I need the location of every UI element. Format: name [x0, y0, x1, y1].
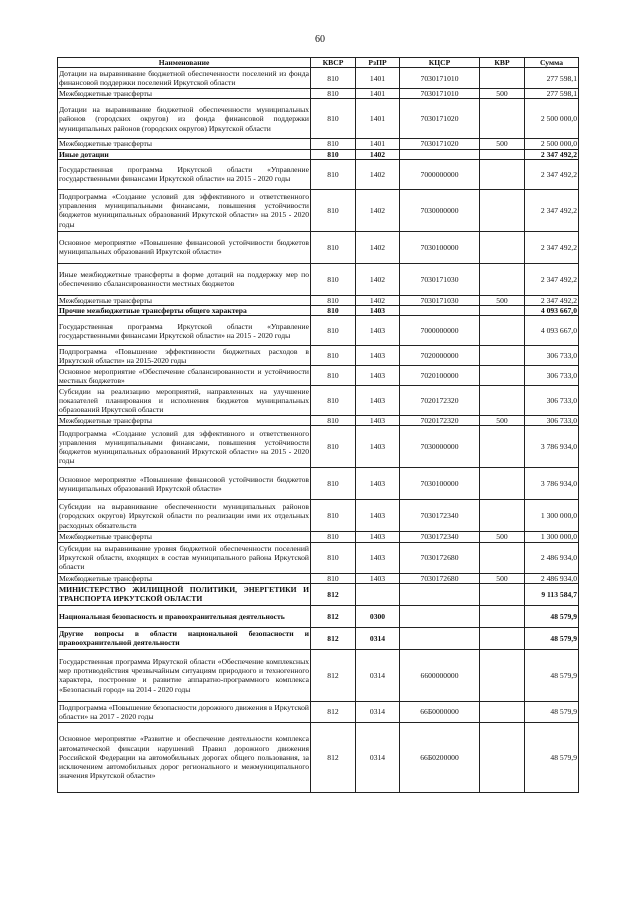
cell-sum: 2 347 492,2 — [525, 263, 579, 295]
cell-name: Субсидии на выравнивание обеспеченности муниципальных районов (городских округов) Иркутской области по реализации ими их отдельных расходных обязательств — [58, 500, 311, 532]
cell-name: Подпрограмма «Создание условий для эффективного и ответственного управления муниципальными финансами, повышения устойчивости бюджетов муниципальных образований Иркутской области» на 2015 - 2020 годы — [58, 426, 311, 468]
cell-name: Дотации на выравнивание бюджетной обеспеченности муниципальных районов (городских округов) из фонда финансовой поддержки муниципальных районов (городских округов) Иркутской области — [58, 99, 311, 139]
cell-name: Иные дотации — [58, 149, 311, 159]
cell-rzpr: 1402 — [356, 263, 400, 295]
cell-kvr — [480, 627, 525, 649]
table-row — [58, 468, 579, 500]
table-row — [58, 306, 579, 316]
cell-kcsr: 7030171020 — [400, 139, 480, 149]
table-header-row — [58, 58, 579, 68]
cell-sum: 1 300 000,0 — [525, 500, 579, 532]
cell-kvsr: 810 — [311, 416, 356, 426]
table-row — [58, 316, 579, 346]
cell-kcsr — [400, 605, 480, 627]
cell-kcsr: 66Б0200000 — [400, 722, 480, 792]
cell-kvsr: 812 — [311, 722, 356, 792]
cell-sum: 48 579,9 — [525, 649, 579, 701]
cell-kcsr: 7030100000 — [400, 468, 480, 500]
table-row — [58, 366, 579, 386]
cell-kvsr: 810 — [311, 532, 356, 542]
cell-name: Подпрограмма «Повышение эффективности бюджетных расходов в Иркутской области» на 2015-2020 годы — [59, 346, 309, 365]
cell-kvsr: 812 — [311, 627, 356, 649]
cell-rzpr: 1403 — [356, 542, 400, 573]
cell-rzpr: 0314 — [356, 722, 400, 792]
cell-rzpr: 1401 — [356, 139, 400, 149]
cell-rzpr: 1403 — [356, 346, 400, 366]
table-row — [58, 532, 579, 542]
cell-kvsr: 812 — [311, 583, 356, 605]
cell-name: Межбюджетные трансферты — [58, 89, 311, 99]
cell-name: Подпрограмма «Создание условий для эффективного и ответственного управления муниципальными финансами, повышения устойчивости бюджетов муниципальных образований Иркутской области» на 2015 - 2020 годы — [58, 189, 311, 231]
cell-rzpr: 1403 — [356, 366, 400, 386]
cell-rzpr: 1403 — [356, 306, 400, 316]
cell-kvsr: 810 — [311, 386, 356, 416]
cell-kvr — [480, 316, 525, 346]
cell-kvsr: 810 — [311, 542, 356, 573]
cell-name: Основное мероприятие «Повышение финансовой устойчивости бюджетов муниципальных образований Иркутской области» — [58, 231, 311, 263]
cell-rzpr: 1401 — [356, 89, 400, 99]
table-row — [58, 649, 579, 701]
cell-sum: 306 733,0 — [525, 386, 579, 416]
cell-kcsr: 7020172320 — [400, 386, 480, 416]
cell-rzpr: 0300 — [356, 605, 400, 627]
cell-kvr: 500 — [480, 295, 525, 305]
cell-kvsr: 812 — [311, 701, 356, 722]
cell-name: Подпрограмма «Повышение безопасности дорожного движения в Иркутской области» на 2017 - 2020 годы — [59, 702, 309, 721]
cell-sum: 48 579,9 — [525, 701, 579, 722]
cell-kvr — [480, 583, 525, 605]
cell-name: Национальная безопасность и правоохранительная деятельность — [58, 605, 311, 627]
cell-rzpr: 1403 — [356, 468, 400, 500]
budget-table — [57, 57, 579, 793]
cell-rzpr: 1401 — [356, 68, 400, 89]
cell-name: Межбюджетные трансферты — [58, 416, 311, 426]
cell-rzpr: 0314 — [356, 701, 400, 722]
table-row — [58, 99, 579, 139]
cell-sum: 2 500 000,0 — [525, 139, 579, 149]
cell-name: МИНИСТЕРСТВО ЖИЛИЩНОЙ ПОЛИТИКИ, ЭНЕРГЕТИКИ И ТРАНСПОРТА ИРКУТСКОЙ ОБЛАСТИ — [59, 585, 309, 604]
cell-name: Другие вопросы в области национальной безопасности и правоохранительной деятельности — [59, 629, 309, 648]
cell-name: Основное мероприятие «Обеспечение сбалансированности и устойчивости местных бюджетов» — [59, 366, 309, 385]
cell-kvsr: 810 — [311, 346, 356, 366]
cell-name: Государственная программа Иркутской области «Управление государственными финансами Иркутской области» на 2015 - 2020 годы — [58, 159, 311, 189]
cell-sum: 2 347 492,2 — [525, 149, 579, 159]
table-row — [58, 231, 579, 263]
cell-kcsr: 7030171030 — [400, 263, 480, 295]
table-row — [58, 701, 579, 722]
table-row — [58, 573, 579, 583]
cell-kcsr: 7030171020 — [400, 99, 480, 139]
cell-rzpr: 1403 — [356, 532, 400, 542]
cell-kcsr — [400, 149, 480, 159]
cell-rzpr: 0314 — [356, 649, 400, 701]
table-row — [58, 346, 579, 366]
cell-kcsr: 7000000000 — [400, 316, 480, 346]
cell-rzpr: 1402 — [356, 159, 400, 189]
cell-rzpr — [356, 583, 400, 605]
cell-kcsr: 7030172680 — [400, 573, 480, 583]
cell-kvr — [480, 306, 525, 316]
cell-sum: 48 579,9 — [525, 627, 579, 649]
cell-kcsr — [400, 306, 480, 316]
cell-rzpr: 1402 — [356, 295, 400, 305]
cell-rzpr: 1402 — [356, 149, 400, 159]
cell-sum: 3 786 934,0 — [525, 468, 579, 500]
cell-rzpr: 1402 — [356, 189, 400, 231]
table-row — [58, 386, 579, 416]
cell-kvr — [480, 468, 525, 500]
cell-name: Межбюджетные трансферты — [58, 139, 311, 149]
table-row — [58, 189, 579, 231]
cell-kcsr: 7030172340 — [400, 500, 480, 532]
cell-kvr — [480, 542, 525, 573]
cell-kvsr: 810 — [311, 316, 356, 346]
cell-kcsr: 7030171030 — [400, 295, 480, 305]
cell-rzpr: 1402 — [356, 231, 400, 263]
cell-kcsr: 7030172680 — [400, 542, 480, 573]
table-row — [58, 542, 579, 573]
cell-kvr — [480, 189, 525, 231]
cell-kvsr: 810 — [311, 149, 356, 159]
cell-kcsr: 7030000000 — [400, 189, 480, 231]
table-row — [58, 89, 579, 99]
cell-sum: 277 598,1 — [525, 89, 579, 99]
table-row — [58, 426, 579, 468]
cell-kcsr — [400, 583, 480, 605]
cell-sum: 306 733,0 — [525, 366, 579, 386]
cell-kvsr: 810 — [311, 426, 356, 468]
cell-kvr — [480, 500, 525, 532]
header-name: Наименование — [58, 58, 311, 68]
cell-rzpr: 1401 — [356, 99, 400, 139]
cell-rzpr: 1403 — [356, 573, 400, 583]
cell-kvsr: 810 — [311, 263, 356, 295]
table-row — [58, 263, 579, 295]
page-number: 60 — [315, 34, 325, 45]
cell-kvr — [480, 149, 525, 159]
cell-name: Межбюджетные трансферты — [58, 573, 311, 583]
cell-sum: 277 598,1 — [525, 68, 579, 89]
cell-sum: 2 347 492,2 — [525, 295, 579, 305]
cell-sum: 2 347 492,2 — [525, 189, 579, 231]
cell-kvr — [480, 605, 525, 627]
table-row — [58, 722, 579, 792]
table-row — [58, 149, 579, 159]
cell-kvsr: 810 — [311, 306, 356, 316]
cell-rzpr: 1403 — [356, 426, 400, 468]
cell-sum: 306 733,0 — [525, 346, 579, 366]
cell-name: Государственная программа Иркутской области «Обеспечение комплексных мер противодействия чрезвычайным ситуациям природного и техногенного характера, построение и развитие аппаратно-программного комплекса «Безопасный город» на 2014 - 2020 годы — [58, 649, 311, 701]
table-body — [58, 68, 579, 793]
cell-sum: 2 486 934,0 — [525, 573, 579, 583]
cell-kcsr: 7020100000 — [400, 366, 480, 386]
cell-kvsr: 810 — [311, 189, 356, 231]
cell-sum: 1 300 000,0 — [525, 532, 579, 542]
cell-name: Субсидии на выравнивание уровня бюджетной обеспеченности поселений Иркутской области, входящих в состав муниципального района Иркутской области — [59, 543, 309, 572]
cell-kvr — [480, 263, 525, 295]
cell-name: Межбюджетные трансферты — [58, 295, 311, 305]
cell-kcsr: 66Б0000000 — [400, 701, 480, 722]
cell-name: Межбюджетные трансферты — [58, 532, 311, 542]
cell-kvsr: 810 — [311, 99, 356, 139]
cell-kvr — [480, 722, 525, 792]
cell-kvr: 500 — [480, 416, 525, 426]
cell-kvr — [480, 159, 525, 189]
cell-kvr — [480, 426, 525, 468]
cell-kvsr: 810 — [311, 500, 356, 532]
header-sum: Сумма — [525, 58, 579, 68]
cell-kvsr: 812 — [311, 605, 356, 627]
cell-kvr — [480, 68, 525, 89]
cell-kvr — [480, 386, 525, 416]
cell-kcsr: 7030100000 — [400, 231, 480, 263]
cell-kcsr: 7020000000 — [400, 346, 480, 366]
cell-sum: 4 093 667,0 — [525, 306, 579, 316]
table-row — [58, 583, 579, 605]
cell-kvr — [480, 366, 525, 386]
table-row — [58, 68, 579, 89]
cell-kvsr: 810 — [311, 139, 356, 149]
cell-name: Субсидии на реализацию мероприятий, направленных на улучшение показателей планирования и исполнения бюджетов муниципальных образований Иркутской области — [59, 386, 309, 415]
cell-kvsr: 810 — [311, 468, 356, 500]
cell-kcsr — [400, 627, 480, 649]
cell-rzpr: 1403 — [356, 386, 400, 416]
table-row — [58, 139, 579, 149]
cell-rzpr: 1403 — [356, 500, 400, 532]
cell-kvr — [480, 99, 525, 139]
cell-kvr: 500 — [480, 532, 525, 542]
cell-sum: 48 579,9 — [525, 605, 579, 627]
cell-kvsr: 810 — [311, 295, 356, 305]
table-row — [58, 627, 579, 649]
cell-kcsr: 7030171010 — [400, 89, 480, 99]
table-row — [58, 159, 579, 189]
cell-kcsr: 7030172340 — [400, 532, 480, 542]
cell-kvsr: 810 — [311, 89, 356, 99]
cell-sum: 3 786 934,0 — [525, 426, 579, 468]
cell-kcsr: 7000000000 — [400, 159, 480, 189]
cell-sum: 2 500 000,0 — [525, 99, 579, 139]
cell-kvr — [480, 649, 525, 701]
cell-name: Государственная программа Иркутской области «Управление государственными финансами Иркутской области» на 2015 - 2020 годы — [58, 316, 311, 346]
table-row — [58, 500, 579, 532]
header-kvsr: КВСР — [311, 58, 356, 68]
cell-kvr — [480, 701, 525, 722]
cell-kvsr: 810 — [311, 68, 356, 89]
cell-kvr — [480, 346, 525, 366]
cell-sum: 2 486 934,0 — [525, 542, 579, 573]
cell-rzpr: 1403 — [356, 416, 400, 426]
cell-kcsr: 6600000000 — [400, 649, 480, 701]
header-rzpr: РзПР — [356, 58, 400, 68]
cell-name: Основное мероприятие «Повышение финансовой устойчивости бюджетов муниципальных образований Иркутской области» — [58, 468, 311, 500]
cell-sum: 48 579,9 — [525, 722, 579, 792]
table-row — [58, 605, 579, 627]
cell-sum: 4 093 667,0 — [525, 316, 579, 346]
cell-kvsr: 810 — [311, 366, 356, 386]
cell-sum: 2 347 492,2 — [525, 231, 579, 263]
cell-kcsr: 7030000000 — [400, 426, 480, 468]
header-kcsr: КЦСР — [400, 58, 480, 68]
cell-kvsr: 810 — [311, 159, 356, 189]
cell-rzpr: 0314 — [356, 627, 400, 649]
cell-kvsr: 812 — [311, 649, 356, 701]
cell-name: Дотации на выравнивание бюджетной обеспеченности поселений из фонда финансовой поддержки поселений Иркутской области — [59, 69, 309, 88]
cell-sum: 306 733,0 — [525, 416, 579, 426]
cell-kcsr: 7020172320 — [400, 416, 480, 426]
cell-kvsr: 810 — [311, 573, 356, 583]
header-kvr: КВР — [480, 58, 525, 68]
cell-kcsr: 7030171010 — [400, 68, 480, 89]
cell-sum: 9 113 584,7 — [525, 583, 579, 605]
cell-kvr — [480, 231, 525, 263]
table-row — [58, 416, 579, 426]
cell-kvr: 500 — [480, 573, 525, 583]
cell-kvr: 500 — [480, 139, 525, 149]
cell-sum: 2 347 492,2 — [525, 159, 579, 189]
cell-kvr: 500 — [480, 89, 525, 99]
cell-name: Основное мероприятие «Развитие и обеспечение деятельности комплекса автоматической фиксации нарушений Правил дорожного движения Российской Федерации на автомобильных дорогах общего пользования, за исключением автомобильных дорог регионального и межмуниципального значения Иркутской области» — [58, 722, 311, 792]
cell-name: Иные межбюджетные трансферты в форме дотаций на поддержку мер по обеспечению сбалансированности местных бюджетов — [58, 263, 311, 295]
cell-name: Прочие межбюджетные трансферты общего характера — [58, 306, 311, 316]
cell-kvsr: 810 — [311, 231, 356, 263]
cell-rzpr: 1403 — [356, 316, 400, 346]
table-row — [58, 295, 579, 305]
